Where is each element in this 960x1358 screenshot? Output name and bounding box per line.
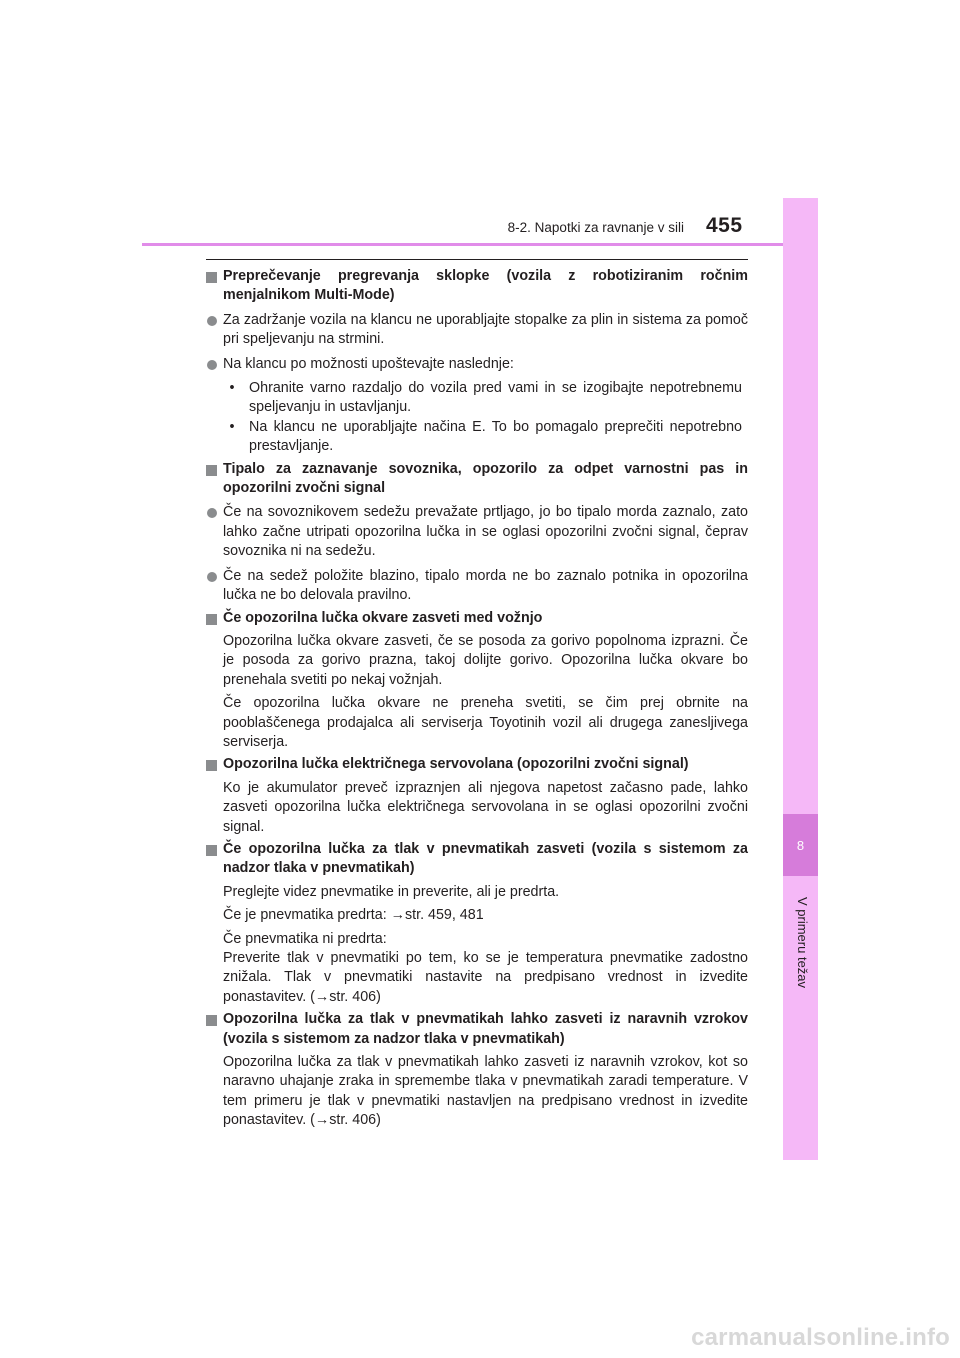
square-bullet-icon [206,465,217,476]
paragraph: Če je pnevmatika predrta: →str. 459, 481 [223,907,484,924]
list-item [206,311,748,350]
section-title: Preprečevanje pregrevanja sklopke (vozila z robotiziranim ročnim menjalnikom Multi-Mode) [223,268,748,304]
chapter-number-tab [783,814,818,876]
section-title: Tipalo za zaznavanje sovoznika, opozorilo za odpet varnostni pas in opozorilni zvočni signal [223,460,748,497]
square-bullet-icon [206,760,217,771]
page-number: 455 [706,214,743,237]
sub-list-item-text: Ohranite varno razdaljo do vozila pred vami in se izogibajte nepotrebnemu speljevanju in ustavljanju. [249,380,742,416]
paragraph: Opozorilna lučka okvare zasveti, če se posoda za gorivo popolnoma izprazni. Če je posoda za gorivo prazna, takoj dolijte gorivo. Opozorilna lučka okvare bo prenehala svetiti po nekaj vožnjah. [223,632,748,688]
sub-list-item [223,379,748,418]
sub-list [206,379,748,457]
circle-bullet-icon [207,360,217,370]
section-heading [206,840,748,879]
paragraph: Opozorilna lučka za tlak v pnevmatikah lahko zasveti iz naravnih vzrokov, kot so naravno uhajanje zraka in spremembe tlaka v pnevmatikah zaradi temperature. V tem primeru je tlak v pnevmatiki nastavljen na predpisano vrednost in izvedite ponastavitev. (→str. 406) [223,1054,748,1129]
list-item [206,355,748,374]
list-item-text: Na klancu po možnosti upoštevajte naslednje: [223,355,514,372]
chapter-side-tab [783,198,818,1160]
list-item-text: Če na sovoznikovem sedežu prevažate prtljago, jo bo tipalo morda zaznalo, zato lahko začne utripati opozorilna lučka in se oglasi opozorilni zvočni signal, čeprav sovoznika ni na sedežu. [223,504,748,560]
paragraph: Če pnevmatika ni predrta: [223,930,387,947]
dot-bullet-icon: • [229,380,235,397]
square-bullet-icon [206,614,217,625]
paragraph: Če opozorilna lučka okvare ne preneha svetiti, se čim prej obrnite na pooblaščenega prodajalca ali serviserja Toyotinih vozil ali drugega zanesljivega serviserja. [223,695,748,750]
list-item [206,503,748,561]
section-title: Opozorilna lučka za tlak v pnevmatikah lahko zasveti iz naravnih vzrokov (vozila s sistemom za nadzor tlaka v pnevmatikah) [223,1011,748,1047]
square-bullet-icon [206,1015,217,1026]
circle-bullet-icon [207,316,217,326]
watermark: carmanualsonline.info [691,1324,950,1351]
section-heading [206,755,748,774]
list-item-text: Če na sedež položite blazino, tipalo morda ne bo zaznalo potnika in opozorilna lučka ne bo delovala pravilno. [223,567,748,604]
section-heading [206,609,748,628]
sub-list-item [223,418,748,457]
section-heading [206,460,748,499]
section-heading [206,267,748,306]
paragraph: Preverite tlak v pnevmatiki po tem, ko se je temperatura pnevmatike zadostno znižala. Tlak v pnevmatiki nastavite na predpisano vrednost in izvedite ponastavitev. (→str. 406) [223,950,748,1005]
content-top-rule [206,259,748,260]
paragraph: Preglejte videz pnevmatike in preverite, ali je predrta. [223,883,560,900]
section-title: Opozorilna lučka električnega servovolana (opozorilni zvočni signal) [223,756,689,773]
list-item [206,567,748,606]
list-item-text: Za zadržanje vozila na klancu ne uporabljajte stopalke za plin in sistema za pomoč pri speljevanju na strmini. [223,311,748,348]
circle-bullet-icon [207,508,217,518]
chapter-number: 8 [796,837,805,853]
content-body [206,264,748,1131]
paragraph: Ko je akumulator preveč izpraznjen ali njegova napetost začasno pade, lahko zasveti opozorilna lučka električnega servovolana in se oglasi opozorilni zvočni signal. [223,779,748,835]
header-section-title: 8-2. Napotki za ravnanje v sili [507,220,684,235]
section-title: Če opozorilna lučka okvare zasveti med vožnjo [223,609,543,626]
square-bullet-icon [206,845,217,856]
square-bullet-icon [206,272,217,283]
circle-bullet-icon [207,572,217,582]
section-title: Če opozorilna lučka za tlak v pnevmatikah zasveti (vozila s sistemom za nadzor tlaka v pnevmatikah) [223,840,748,877]
dot-bullet-icon: • [229,418,235,435]
sub-list-item-text: Na klancu ne uporabljajte načina E. To bo pomagalo preprečiti nepotrebno prestavljanje. [249,418,742,455]
chapter-title: V primeru težav [795,897,810,989]
header-rule [142,243,818,246]
section-heading [206,1010,748,1049]
